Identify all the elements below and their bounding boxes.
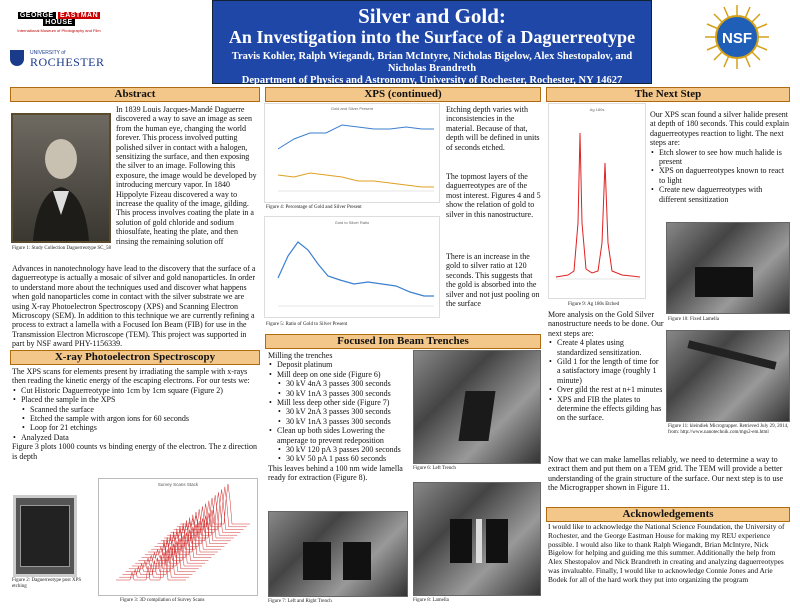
next-step-paragraph-3: Now that we can make lamellas reliably, we need to determine a way to extract them and put them on a TEM grid. The TEM will provide a better understanding of the grain structure of the surface. Our next step is to use the Micrograpper shown in Figure 11. (548, 455, 784, 493)
logo-ur-line1: UNIVERSITY of (30, 50, 66, 56)
xps-step-2-label: Placed the sample in the XPS (21, 395, 116, 405)
fib-intro: Milling the trenches (268, 351, 333, 360)
daguerreotype-portrait-image (11, 113, 111, 243)
fig10-fixed-lamella-image (666, 222, 790, 314)
xps-substep-3: • Loop for 21 etchings (21, 423, 260, 432)
portrait-figure-icon (13, 115, 109, 241)
poster-subtitle: An Investigation into the Surface of a Daguerreotype (228, 27, 636, 47)
fig5-title: Gold to Silver Ratio (334, 220, 370, 225)
fig11-micrograpper-image (666, 330, 790, 422)
nsf-logo-text: NSF (722, 30, 752, 47)
fig3-title: Survey Scans Stack (157, 482, 199, 487)
next-step-body-2 (548, 310, 664, 423)
trench-shape (458, 391, 495, 441)
fig7-caption: Figure 7: Left and Right Trench (268, 599, 332, 604)
george-eastman-house-logo (14, 12, 104, 42)
fib-step-3 (268, 398, 412, 426)
university-of-rochester-logo (10, 50, 110, 70)
fig11-caption: Figure 11: kleindiek Micrograpper. Retrieved July 29, 2014, from: http://www.nanotechnik.com/mgs2-em.html (668, 424, 789, 435)
poster-title-banner (212, 0, 652, 84)
fig6-left-trench-image (413, 350, 541, 464)
logo-geh-word1: GEORGE (19, 12, 54, 19)
xps-section-body (12, 367, 260, 461)
fib-outro: This leaves behind a 100 nm wide lamella ready for extraction (Figure 8). (268, 463, 403, 483)
fig1-caption: Figure 1: Study Collection Daguerreotype SC_58 (12, 246, 112, 251)
fig5-ratio-chart (264, 216, 440, 318)
fixed-lamella-cut (695, 267, 753, 297)
next-step-item-2: • XPS on daguerreotypes known to react to light (650, 166, 790, 185)
abstract-heading: Abstract (10, 87, 260, 102)
next-step-body-1 (650, 110, 790, 204)
micrograpper-arm (687, 340, 776, 370)
xps-step-3: • Analyzed Data (12, 433, 260, 442)
fig8-lamella-image (413, 482, 541, 596)
fib-step-2 (268, 370, 412, 398)
fig4-caption: Figure 4: Percentage of Gold and Silver Present (266, 205, 362, 210)
next-step-plate-item-1: • Create 4 plates using standardized sensitization. (548, 338, 664, 357)
fib-step-4-label: Clean up both sides Lowering the amperage to prevent redeposition (277, 426, 385, 445)
fib-step-1: • Deposit platinum (268, 360, 412, 369)
fig3-caption: Figure 3: 3D compilation of Survey Scans (120, 598, 205, 603)
xps-intro: The XPS scans for elements present by irradiating the sample with x-rays then reading the kinetic energy of the escaping electrons. For our tests we: (12, 367, 250, 386)
xps-outro: Figure 3 plots 1000 counts vs binding energy of the electron. The z direction is depth (12, 442, 257, 461)
acknowledgements-heading: Acknowledgements (546, 507, 790, 522)
next-step-plate-item-2: • Gild 1 for the length of time for a satisfactory image (roughly 1 minute) (548, 357, 664, 385)
xps-continued-paragraph-1: Etching depth varies with inconsistencies in the material. Because of that, depth will be defined in units of seconds etched. (446, 105, 540, 152)
xps-continued-paragraph-2: The topmost layers of the daguerreotypes are of the most interest. Figures 4 and 5 show the relation of gold to silver in this nanostructure. (446, 172, 541, 219)
fib-step-4a: • 30 kV 120 pA 3 passes 200 seconds (277, 445, 412, 454)
next-step-plate-item-3: • Over gild the rest at n+1 minutes (548, 385, 664, 394)
poster-title: Silver and Gold: (358, 4, 506, 28)
fib-step-4 (268, 426, 412, 464)
lamella-right-cut (486, 519, 508, 563)
next-step-paragraph-1: Our XPS scan found a silver halide present at depth of 180 seconds. This could explain daguerreotypes reaction to light. The next steps are: (650, 110, 789, 148)
fib-step-4b: • 30 kV 50 pA 1 pass 60 seconds (277, 454, 412, 463)
right-trench-shape (343, 542, 371, 580)
fib-step-2b: • 30 kV 1nA 3 passes 300 seconds (277, 389, 412, 398)
nsf-logo (704, 4, 770, 70)
logo-ur-line2: ROCHESTER (30, 55, 105, 69)
fib-step-3b: • 30 kV 1nA 3 passes 300 seconds (277, 417, 412, 426)
fig3-survey-scans-plot (98, 478, 258, 596)
fib-step-3a: • 30 kV 2nA 3 passes 300 seconds (277, 407, 412, 416)
fig7-left-right-trench-image (268, 511, 408, 597)
xps-step-2 (12, 395, 260, 433)
fig9-title: Ag 180s (589, 107, 605, 112)
fib-step-3-label: Mill less deep other side (Figure 7) (277, 398, 390, 408)
fig4-gold-silver-chart (264, 103, 440, 203)
lamella-left-cut (450, 519, 472, 563)
logo-geh-word2: EASTMAN (60, 12, 99, 19)
xps-step-1: • Cut Historic Daguerreotype into 1cm by 1cm square (Figure 2) (12, 386, 260, 395)
poster-authors: Travis Kohler, Ralph Wiegandt, Brian McIntyre, Nicholas Bigelow, Alex Shestopalov, and Nicholas Brandreth (231, 51, 633, 74)
fig5-caption: Figure 5: Ratio of Gold to Silver Present (266, 322, 348, 327)
fig2-caption: Figure 2: Daguerreotype post XPS etching (12, 578, 82, 589)
logo-geh-word3: HOUSE (45, 19, 73, 26)
xps-continued-paragraph-3: There is an increase in the gold to silver ratio at 120 seconds. This suggests that the gold is absorbed into the silver and not just pooling on the surface (446, 252, 540, 309)
acknowledgements-text: I would like to acknowledge the National Science Foundation, the University of Rochester, and the George Eastman House for making my REU experience possible. I would also like to thank Ralph Wiegandt, Brian McIntyre, Nick Bigelow for helping and guiding me this summer. Additionally the help from Alex Shestopalov and Nick Brandreth in creating and analyzing daguerreotypes was invaluable. Finally, I would like to acknowledge Connie Jones and Arie Bodek for all of the hard work they put into organizing the program (548, 522, 785, 584)
logo-geh-subtitle: International Museum of Photography and Film (17, 28, 101, 33)
fib-section-body (268, 351, 412, 483)
fig9-ag-spectrum-plot (548, 103, 646, 299)
next-step-heading: The Next Step (546, 87, 790, 102)
next-step-item-3: • Create new daguerreotypes with different sensitization (650, 185, 790, 204)
fib-step-2a: • 30 kV 4nA 3 passes 300 seconds (277, 379, 412, 388)
fig9-caption: Figure 9: Ag 180s Etched (568, 302, 620, 307)
daguerreotype-sample-inner (20, 505, 70, 567)
fib-heading: Focused Ion Beam Trenches (265, 334, 541, 349)
xps-substep-2: • Etched the sample with argon ions for 60 seconds (21, 414, 260, 423)
fig4-title: Gold and Silver Present (330, 106, 374, 111)
xps-substep-1: • Scanned the surface (21, 405, 260, 414)
xps-heading: X-ray Photoelectron Spectroscopy (10, 350, 260, 365)
fib-step-2-label: Mill deep on one side (Figure 6) (277, 369, 381, 379)
next-step-paragraph-2: More analysis on the Gold Silver nanostructure needs to be done. Our next steps are: (548, 310, 664, 338)
next-step-item-1: • Etch slower to see how much halide is present (650, 148, 790, 167)
left-trench-shape (303, 542, 331, 580)
abstract-paragraph-2: Advances in nanotechnology have lead to the discovery that the surface of a daguerreotype is actually a mosaic of silver and gold nanoparticles. In order to understand more about the techniques used and discover what happens when gold nanoparticles come in contact with the silver substrate we are using X-ray Photoelectron Spectroscopy (XPS) and Scanning Electron Microscopy (SEM). In addition to this technique we are currently refining a process to extract a lamella with a Focused Ion Beam (FIB) for use in the Transmission Electron Microscope (TEM). This project was supported in part by NSF award PHY-1156339. (12, 264, 256, 349)
xps-continued-heading: XPS (continued) (265, 87, 541, 102)
fig6-caption: Figure 6: Left Trench (413, 466, 456, 471)
shield-icon (10, 50, 24, 66)
poster-affiliation: Department of Physics and Astronomy, University of Rochester, Rochester, NY 14627 (241, 75, 623, 86)
lamella-wall (476, 519, 482, 563)
next-step-plate-item-4: • XPS and FIB the plates to determine the effects gilding has on the surface. (548, 395, 664, 423)
abstract-paragraph-1: In 1839 Louis Jacques-Mandé Daguerre discovered a way to save an image as seen from the human eye, changing the world forever. This process involved putting polished silver in contact with a halogen, sensitizing the surface, and then exposing the silver to an image. Following this exposure, the image would be developed by introducing mercury vapor. In 1840 Hippolyte Fizeau discovered a way to increase the quality of the image, gilding. This process involves coating the plate in a solution of gold chloride and sodium thiosulfate, heating the plate, and then rinsing the remaining solution off (116, 105, 257, 246)
fig10-caption: Figure 10: Fixed Lamella (668, 317, 719, 322)
fig8-caption: Figure 8: Lamella (413, 598, 449, 603)
